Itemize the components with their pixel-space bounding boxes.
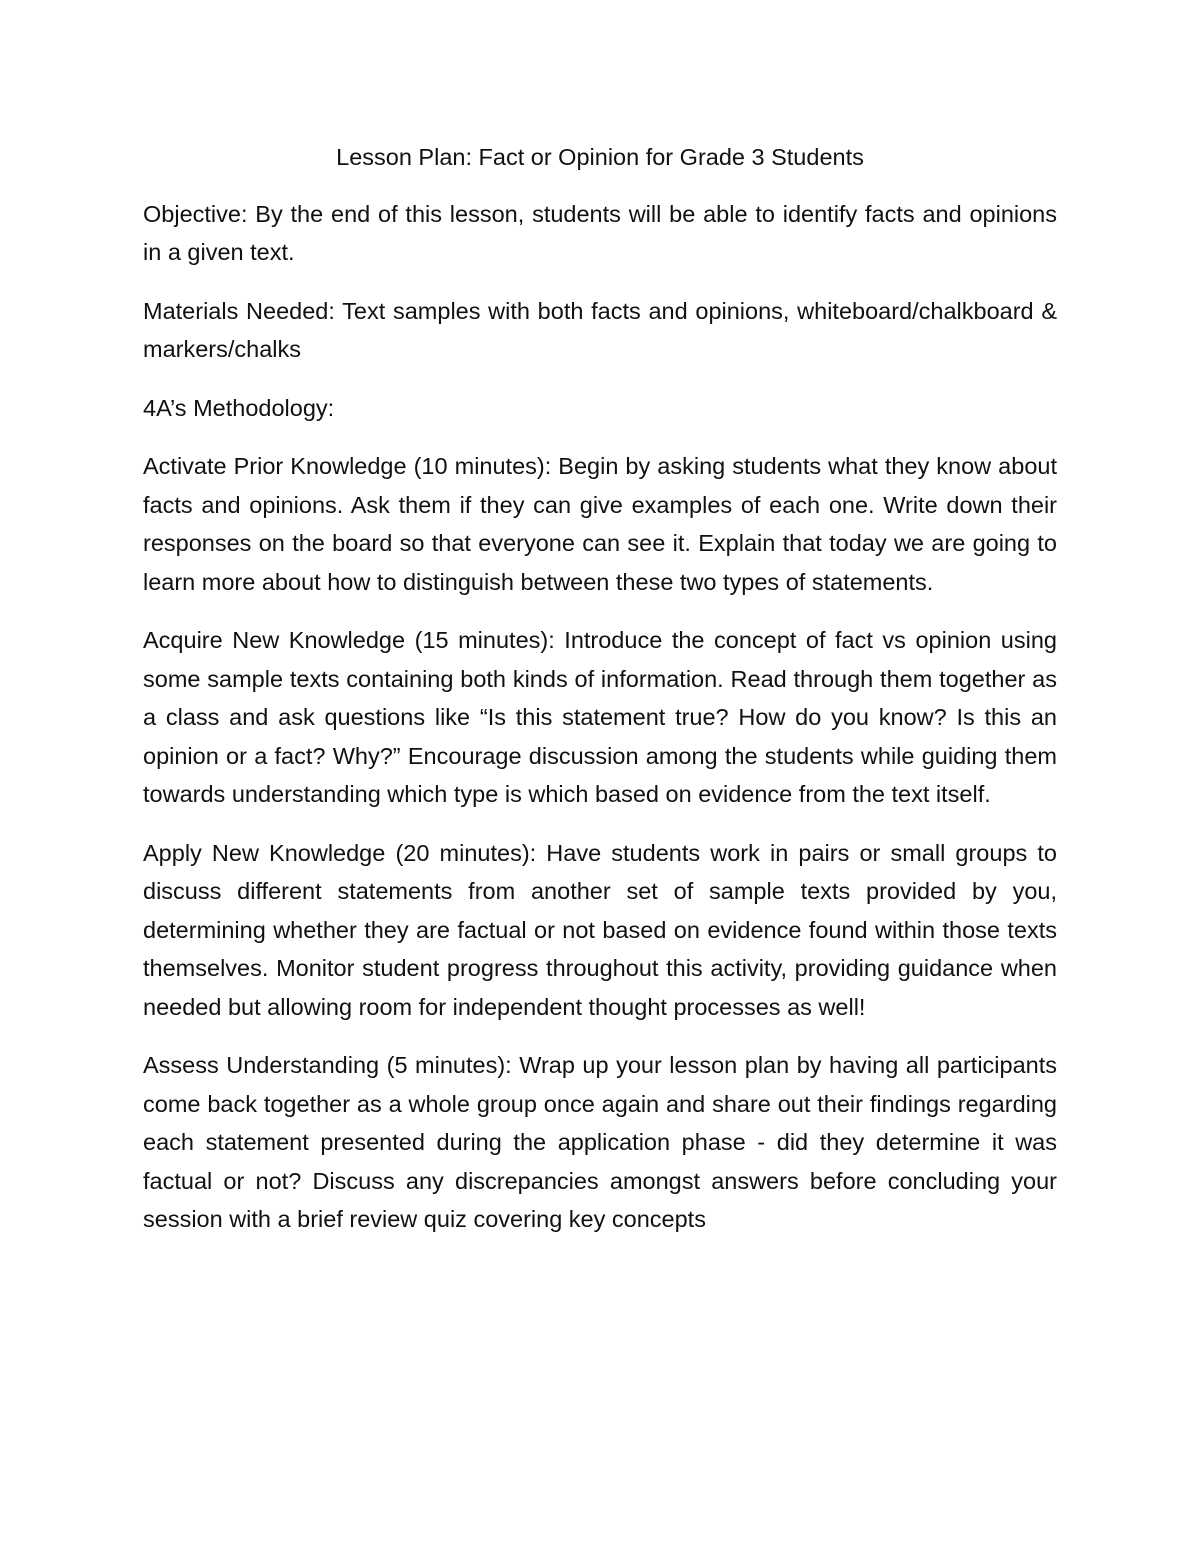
assess-paragraph: Assess Understanding (5 minutes): Wrap up your lesson plan by having all participants come back together as a whole group once again and share out their findings regarding each statement presented during the application phase - did they determine it was factual or not? Discuss any discrepancies amongst answers before concluding your session with a brief review quiz covering key concepts	[143, 1052, 1057, 1232]
materials-paragraph: Materials Needed: Text samples with both facts and opinions, whiteboard/chalkboard & markers/chalks	[143, 297, 1057, 362]
acquire-paragraph: Acquire New Knowledge (15 minutes): Introduce the concept of fact vs opinion using some sample texts containing both kinds of information. Read through them together as a class and ask questions like “Is this statement true? How do you know? Is this an opinion or a fact? Why?” Encourage discussion among the students while guiding them towards understanding which type is which based on evidence from the text itself.	[143, 627, 1057, 807]
activate-paragraph: Activate Prior Knowledge (10 minutes): Begin by asking students what they know about facts and opinions. Ask them if they can give examples of each one. Write down their responses on the board so that everyone can see it. Explain that today we are going to learn more about how to distinguish between these two types of statements.	[143, 453, 1057, 595]
methodology-heading: 4A’s Methodology:	[143, 394, 335, 421]
document-body	[143, 138, 1057, 1238]
objective-paragraph: Objective: By the end of this lesson, students will be able to identify facts and opinions in a given text.	[143, 200, 1057, 265]
document-title: Lesson Plan: Fact or Opinion for Grade 3 Students	[336, 144, 864, 170]
apply-paragraph: Apply New Knowledge (20 minutes): Have students work in pairs or small groups to discuss different statements from another set of sample texts provided by you, determining whether they are factual or not based on evidence found within those texts themselves. Monitor student progress throughout this activity, providing guidance when needed but allowing room for independent thought processes as well!	[143, 839, 1057, 1020]
